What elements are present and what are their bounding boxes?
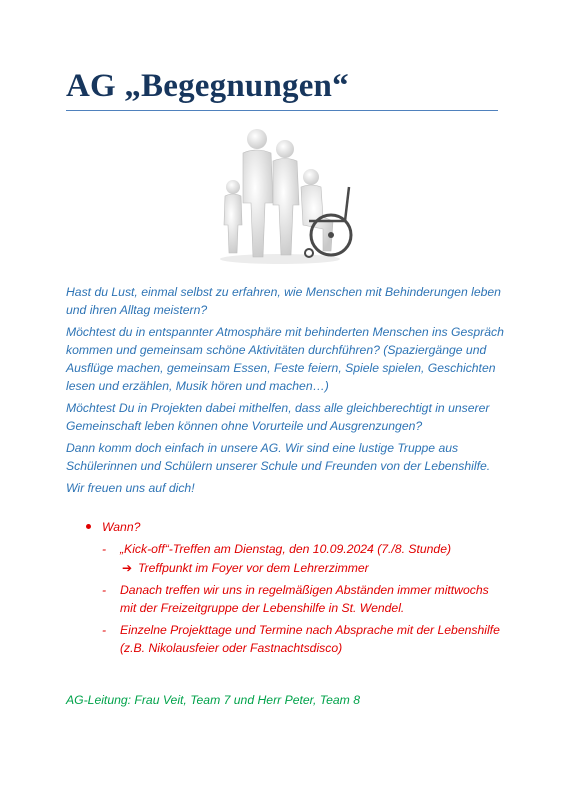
list-item-regular-meetings xyxy=(66,581,506,617)
dash-marker: - xyxy=(102,583,107,597)
adult-figure-left xyxy=(243,129,273,257)
title-underline xyxy=(66,110,498,111)
list-item-kickoff xyxy=(66,540,506,558)
intro-text xyxy=(66,283,506,501)
bullet-icon xyxy=(86,524,91,529)
intro-paragraph-5: Wir freuen uns auf dich! xyxy=(66,481,195,495)
when-label: Wann? xyxy=(102,520,141,534)
wheelchair-user-figure xyxy=(301,169,351,257)
project-days-text: Einzelne Projekttage und Termine nach Absprache mit der Lebenshilfe (z.B. Nikolausfeier oder Fastnachtsdisco) xyxy=(120,623,500,655)
page-title: AG „Begegnungen“ xyxy=(66,68,349,104)
meeting-point-note xyxy=(66,559,506,577)
regular-meetings-text: Danach treffen wir uns in regelmäßigen Abständen immer mittwochs mit der Freizeitgruppe der Lebenshilfe in St. Wendel. xyxy=(120,583,489,615)
arrow-right-icon: ➔ xyxy=(122,561,133,575)
intro-paragraph-2: Möchtest du in entspannter Atmosphäre mit behinderten Menschen ins Gespräch kommen und gemeinsam schöne Aktivitäten durchführen? (Spaziergänge und Ausflüge machen, gemeinsam Essen, Feste feiern, Spiele spielen, Geschichten lesen und erzählen, Musik hören und machen…) xyxy=(66,325,504,393)
intro-paragraph-4: Dann komm doch einfach in unsere AG. Wir sind eine lustige Truppe aus Schülerinnen und Schülern unserer Schule und Freunden von der Lebenshilfe. xyxy=(66,441,491,473)
list-item-when xyxy=(66,518,506,536)
intro-paragraph-1: Hast du Lust, einmal selbst zu erfahren, wie Menschen mit Behinderungen leben und ihren Alltag meistern? xyxy=(66,285,501,317)
family-wheelchair-illustration xyxy=(205,125,355,265)
dash-marker: - xyxy=(102,623,107,637)
ag-leadership: AG-Leitung: Frau Veit, Team 7 und Herr Peter, Team 8 xyxy=(66,693,361,707)
adult-figure-middle xyxy=(273,140,299,255)
details-list xyxy=(66,518,506,661)
dash-marker: - xyxy=(102,542,107,556)
ground-shadow xyxy=(220,254,340,264)
kickoff-text: „Kick-off“-Treffen am Dienstag, den 10.09.2024 (7./8. Stunde) xyxy=(120,542,452,556)
meeting-point-text: Treffpunkt im Foyer vor dem Lehrerzimmer xyxy=(138,561,369,575)
intro-paragraph-3: Möchtest Du in Projekten dabei mithelfen, dass alle gleichberechtigt in unserer Gemeinschaft leben können ohne Vorurteile und Ausgrenzungen? xyxy=(66,401,490,433)
child-figure xyxy=(224,180,242,253)
list-item-project-days xyxy=(66,621,506,657)
